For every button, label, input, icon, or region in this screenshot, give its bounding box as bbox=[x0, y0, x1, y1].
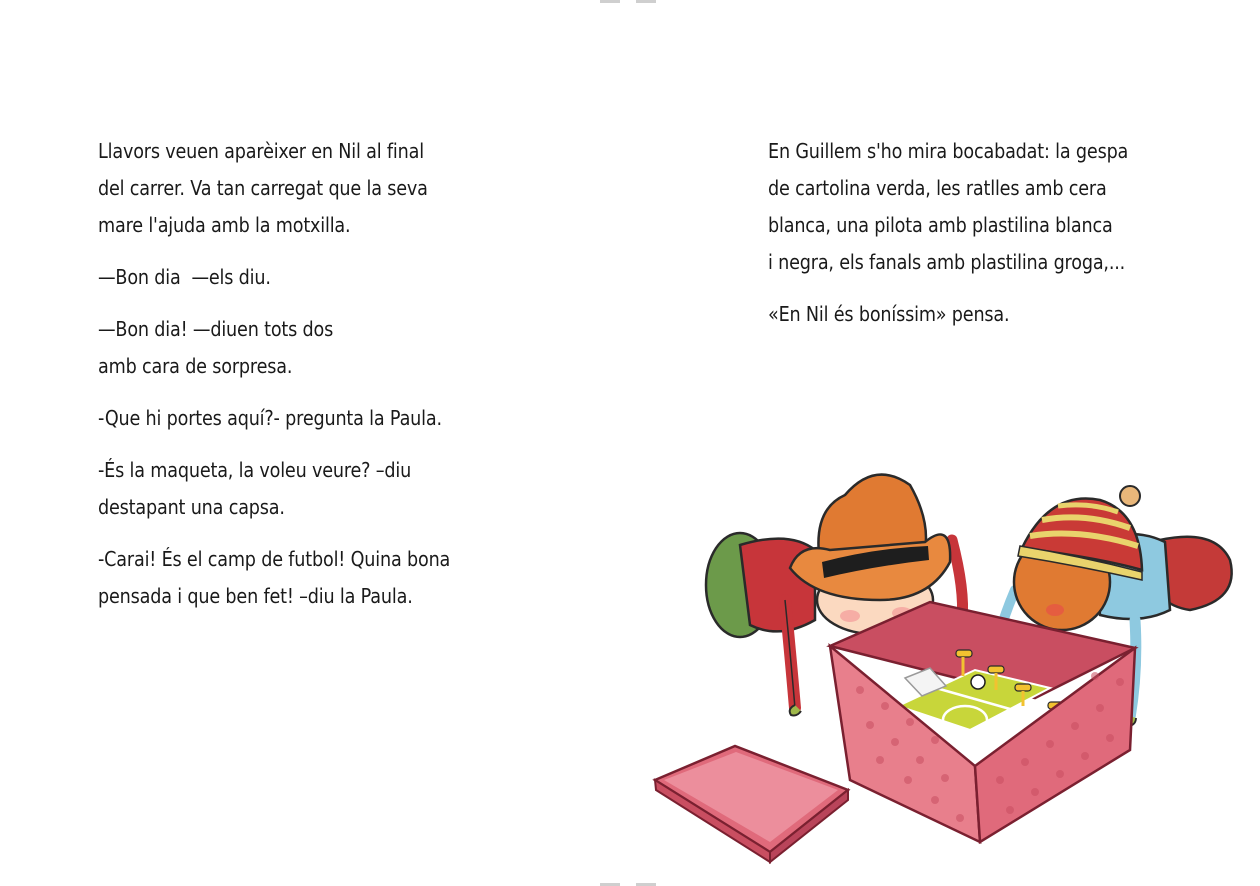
text-line: blanca, una pilota amb plastilina blanca bbox=[768, 213, 1113, 237]
text-line: pensada i que ben fet! –diu la Paula. bbox=[98, 584, 413, 608]
paragraph bbox=[98, 541, 450, 615]
paragraph bbox=[98, 259, 450, 296]
text-line: Llavors veuen aparèixer en Nil al final bbox=[98, 139, 424, 163]
paragraph bbox=[98, 311, 450, 385]
right-page bbox=[630, 0, 1260, 886]
text-line: destapant una capsa. bbox=[98, 495, 285, 519]
text-line: En Guillem s'ho mira bocabadat: la gespa bbox=[768, 139, 1129, 163]
paragraph bbox=[768, 296, 1128, 333]
children-looking-into-box-illustration bbox=[630, 450, 1260, 870]
text-line: —Bon dia! —diuen tots dos bbox=[98, 317, 334, 341]
left-page-text bbox=[98, 133, 450, 630]
paragraph bbox=[98, 452, 450, 526]
text-line: -Que hi portes aquí?- pregunta la Paula. bbox=[98, 406, 442, 430]
text-line: i negra, els fanals amb plastilina groga,... bbox=[768, 250, 1126, 274]
text-line: del carrer. Va tan carregat que la seva bbox=[98, 176, 428, 200]
text-line: «En Nil és boníssim» pensa. bbox=[768, 302, 1010, 326]
open-box bbox=[830, 602, 1135, 842]
text-line: de cartolina verda, les ratlles amb cera bbox=[768, 176, 1107, 200]
paragraph bbox=[98, 400, 450, 437]
paragraph bbox=[98, 133, 450, 244]
paragraph bbox=[768, 133, 1128, 281]
text-line: —Bon dia —els diu. bbox=[98, 265, 271, 289]
text-line: -Carai! És el camp de futbol! Quina bona bbox=[98, 547, 451, 571]
box-lid bbox=[655, 746, 848, 862]
text-line: -És la maqueta, la voleu veure? –diu bbox=[98, 458, 412, 482]
right-page-text bbox=[768, 133, 1128, 348]
text-line: mare l'ajuda amb la motxilla. bbox=[98, 213, 351, 237]
text-line: amb cara de sorpresa. bbox=[98, 354, 293, 378]
